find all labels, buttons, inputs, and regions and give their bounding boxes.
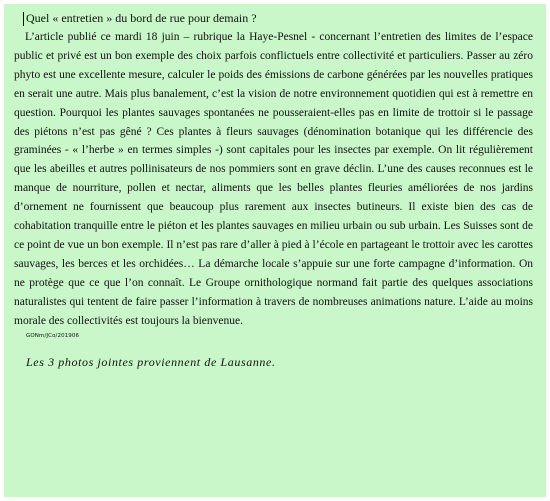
article-title-line [24, 10, 533, 27]
photo-caption: Les 3 photos jointes proviennent de Lausanne. [26, 354, 276, 369]
article-body[interactable]: L’article publié ce mardi 18 juin – rubrique la Haye-Pesnel - concernant l’entretien des limites de l’espace public et privé est un bon exemple des choix parfois conflictuels entre collectivité et particuliers. Passer au zéro phyto est une excellente mesure, calculer le poids des émissions de carbone générées par les nouvelles pratiques en serait une autre. Mais plus banalement, c’est la vision de notre environnement quotidien qui est à remettre en question. Pourquoi les plantes sauvages spontanées ne pousseraient-elles pas en limite de trottoir si le passage des piétons n’est pas gêné ? Ces plantes à fleurs sauvages (dénomination botanique qui les différencie des graminées - « l’herbe » en termes simples -) sont capitales pour les insectes par exemple. On lit régulièrement que les abeilles et autres pollinisateurs de nos pommiers sont en grave déclin. L’une des causes reconnues est le manque de nourriture, pollen et nectar, aliments que les belles plantes fleuries améliorées de nos jardins d’ornement ne fournissent que beaucoup plus rarement aux insectes butineurs. Il existe bien des cas de cohabitation tranquille entre le piéton et les plantes sauvages en milieu urbain ou sub urbain. Les Suisses sont de ce point de vue un bon exemple. Il n’est pas rare d’aller à pied à l’école en partageant le trottoir avec les carottes sauvages, les berces et les orchidées… La démarche locale s’appuie sur une forte campagne d’information. On ne protège que ce que l’on connaît. Le Groupe ornithologique normand fait partie des quelques associations naturalistes qui tentent de faire passer l’information à travers de nombreuses animations nature. L’aide au moins morale des collectivités est toujours la bienvenue. [14, 31, 533, 327]
article-title[interactable]: Quel « entretien » du bord de rue pour demain ? [26, 11, 257, 25]
text-cursor [23, 12, 24, 26]
document-page [4, 4, 546, 497]
signature: GONm/JCo/201906 [26, 332, 80, 339]
